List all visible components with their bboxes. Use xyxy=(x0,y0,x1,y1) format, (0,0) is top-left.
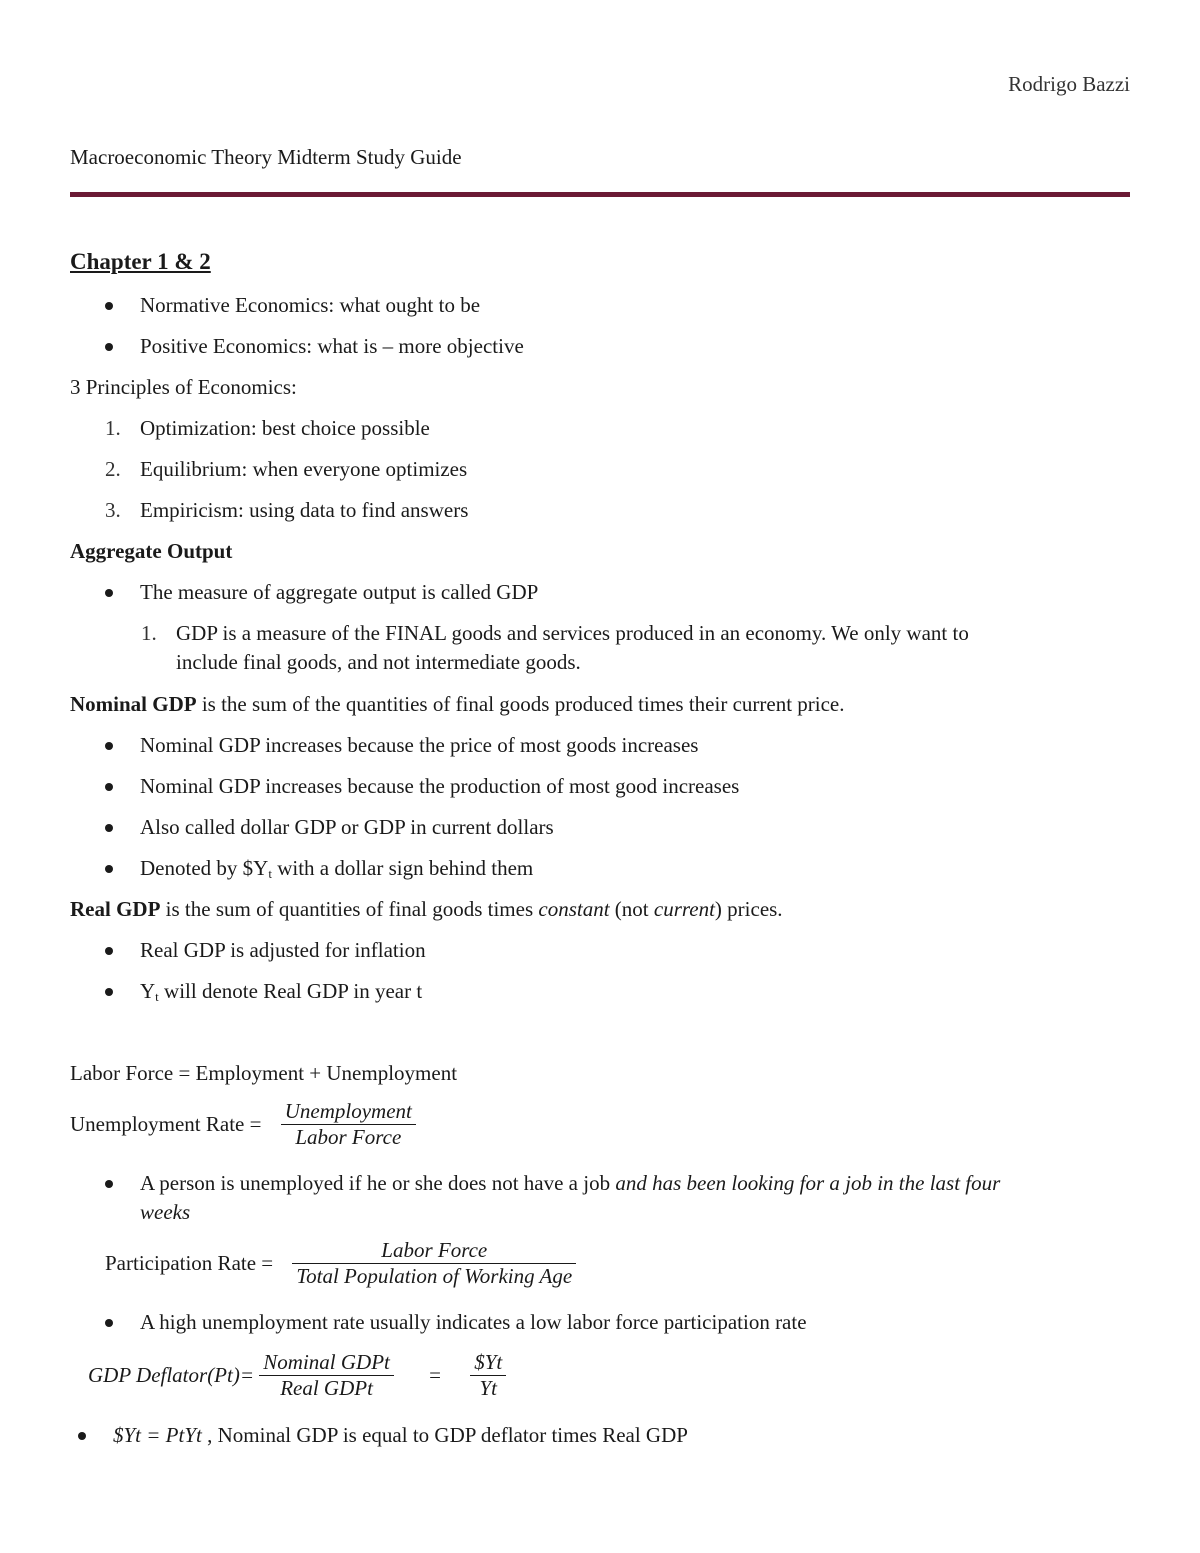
subscript: t xyxy=(268,866,272,881)
list-text: with a dollar sign behind them xyxy=(271,856,534,880)
emphasis: and has been looking for a job in the last four xyxy=(615,1171,1001,1195)
unemployment-rate-formula xyxy=(70,1099,416,1150)
formula-label: Participation Rate = xyxy=(105,1251,274,1275)
list-item xyxy=(141,621,969,646)
list-text: Y xyxy=(140,979,156,1003)
list-item: Nominal GDP increases because the price of most goods increases xyxy=(140,733,699,757)
list-item: Also called dollar GDP or GDP in current dollars xyxy=(140,815,554,839)
section-heading: Aggregate Output xyxy=(70,539,233,563)
list-item: Normative Economics: what ought to be xyxy=(140,293,481,317)
formula-label: Unemployment Rate = xyxy=(70,1112,262,1136)
list-text: A person is unemployed if he or she does not have a job xyxy=(140,1171,616,1195)
list-text: Empiricism: using data to find answers xyxy=(140,498,469,522)
fraction xyxy=(292,1238,576,1289)
term: Nominal GDP xyxy=(70,692,197,716)
list-item: Real GDP is adjusted for inflation xyxy=(140,938,426,962)
equals-sign: = xyxy=(429,1363,441,1387)
fraction xyxy=(281,1099,416,1150)
denominator: Yt xyxy=(470,1375,506,1401)
title-divider xyxy=(70,192,1130,197)
list-text: Denoted by $Y xyxy=(140,856,269,880)
numerator: Nominal GDPt xyxy=(263,1350,390,1374)
numerator: $Yt xyxy=(474,1350,503,1374)
list-text: Optimization: best choice possible xyxy=(140,416,430,440)
document-title: Macroeconomic Theory Midterm Study Guide xyxy=(70,145,462,169)
definition-text: ) prices. xyxy=(714,897,783,921)
chapter-heading: Chapter 1 & 2 xyxy=(70,249,211,274)
list-item: The measure of aggregate output is called GDP xyxy=(140,580,539,604)
list-number: 3. xyxy=(105,498,121,522)
list-text: GDP is a measure of the FINAL goods and services produced in an economy. We only want to xyxy=(176,621,969,645)
formula-lhs: GDP Deflator(Pt)= xyxy=(88,1363,255,1387)
list-item xyxy=(113,1423,688,1448)
list-number: 1. xyxy=(105,416,121,440)
principles-intro: 3 Principles of Economics: xyxy=(70,375,297,399)
nominal-gdp-definition xyxy=(70,692,845,717)
list-number: 1. xyxy=(141,621,157,645)
labor-force-equation: Labor Force = Employment + Unemployment xyxy=(70,1061,458,1085)
emphasis: current xyxy=(653,897,715,921)
list-text: Equilibrium: when everyone optimizes xyxy=(140,457,468,481)
fraction xyxy=(259,1350,394,1401)
author-name: Rodrigo Bazzi xyxy=(1008,72,1130,96)
list-item: Positive Economics: what is – more objective xyxy=(140,334,524,358)
list-item: Nominal GDP increases because the production of most good increases xyxy=(140,774,740,798)
equation: $Yt = PtYt xyxy=(113,1423,202,1447)
list-item xyxy=(105,498,469,523)
list-text-continued: weeks xyxy=(140,1200,191,1224)
list-text-continued: include final goods, and not intermediate goods. xyxy=(176,650,581,674)
list-item xyxy=(105,457,468,482)
gdp-deflator-formula xyxy=(88,1350,506,1401)
denominator: Real GDPt xyxy=(259,1375,394,1401)
definition-text: is the sum of quantities of final goods times xyxy=(160,897,539,921)
list-item xyxy=(140,856,533,882)
subscript: t xyxy=(155,989,159,1004)
list-item xyxy=(140,979,422,1005)
list-text: will denote Real GDP in year t xyxy=(158,979,423,1003)
definition-text: is the sum of the quantities of final goods produced times their current price. xyxy=(196,692,845,716)
list-item xyxy=(140,1171,1000,1196)
numerator: Labor Force xyxy=(381,1238,488,1262)
list-text: , Nominal GDP is equal to GDP deflator times Real GDP xyxy=(201,1423,688,1447)
list-item xyxy=(105,416,430,441)
denominator: Total Population of Working Age xyxy=(292,1263,576,1289)
term: Real GDP xyxy=(70,897,161,921)
list-item: A high unemployment rate usually indicates a low labor force participation rate xyxy=(140,1310,807,1334)
fraction xyxy=(470,1350,506,1401)
denominator: Labor Force xyxy=(281,1124,416,1150)
real-gdp-definition xyxy=(70,897,783,922)
emphasis: constant xyxy=(538,897,610,921)
definition-text: (not xyxy=(609,897,654,921)
participation-rate-formula xyxy=(105,1238,576,1289)
numerator: Unemployment xyxy=(284,1099,412,1123)
list-number: 2. xyxy=(105,457,121,481)
